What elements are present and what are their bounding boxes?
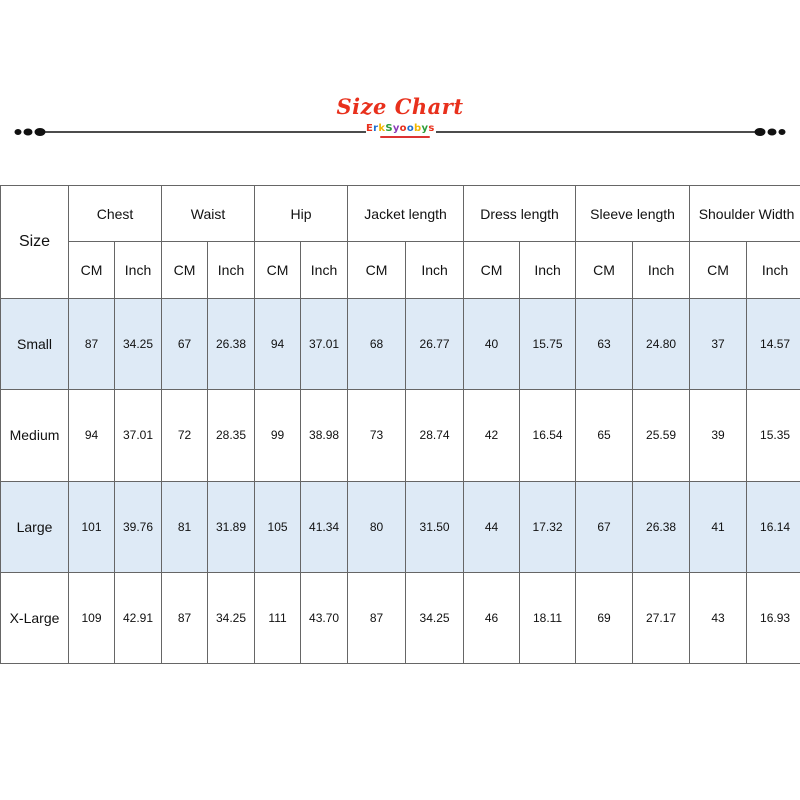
- unit-cm-header: CM: [162, 242, 208, 299]
- brand-logo-letter: y: [392, 123, 400, 134]
- size-label-cell: Small: [1, 299, 69, 390]
- unit-inch-header: Inch: [747, 242, 800, 299]
- measurement-cell: 15.35: [747, 390, 800, 481]
- size-chart-header: [0, 92, 800, 152]
- brand-logo-underline: [380, 136, 430, 138]
- measure-group-header: Jacket length: [348, 186, 464, 242]
- measurement-cell: 94: [69, 390, 115, 481]
- measurement-cell: 27.17: [633, 572, 690, 663]
- measurement-cell: 109: [69, 572, 115, 663]
- size-column-header: Size: [1, 186, 69, 299]
- measurement-cell: 17.32: [520, 481, 576, 572]
- brand-logo-letter: o: [399, 123, 407, 134]
- measurement-cell: 37: [690, 299, 747, 390]
- measurement-cell: 34.25: [208, 572, 255, 663]
- measurement-cell: 26.38: [633, 481, 690, 572]
- measurement-cell: 65: [576, 390, 633, 481]
- measurement-cell: 16.93: [747, 572, 800, 663]
- measurement-cell: 26.38: [208, 299, 255, 390]
- measurement-cell: 87: [162, 572, 208, 663]
- measure-group-header: Dress length: [464, 186, 576, 242]
- page-title: Size Chart: [336, 94, 464, 119]
- measure-group-header: Sleeve length: [576, 186, 690, 242]
- measurement-cell: 99: [255, 390, 301, 481]
- measurement-cell: 101: [69, 481, 115, 572]
- size-label-cell: Large: [1, 481, 69, 572]
- measurement-cell: 42.91: [115, 572, 162, 663]
- measurement-cell: 111: [255, 572, 301, 663]
- unit-inch-header: Inch: [115, 242, 162, 299]
- measurement-cell: 16.54: [520, 390, 576, 481]
- measurement-cell: 39: [690, 390, 747, 481]
- measurement-cell: 24.80: [633, 299, 690, 390]
- brand-logo-letter: y: [421, 123, 429, 134]
- size-label-cell: Medium: [1, 390, 69, 481]
- measure-group-header: Chest: [69, 186, 162, 242]
- measurement-cell: 43: [690, 572, 747, 663]
- measurement-cell: 68: [348, 299, 406, 390]
- table-row: [1, 481, 800, 572]
- unit-cm-header: CM: [255, 242, 301, 299]
- measurement-cell: 105: [255, 481, 301, 572]
- measurement-cell: 46: [464, 572, 520, 663]
- group-header-row: [1, 186, 800, 242]
- unit-inch-header: Inch: [633, 242, 690, 299]
- measurement-cell: 63: [576, 299, 633, 390]
- measurement-cell: 41.34: [301, 481, 348, 572]
- brand-logo-text: [366, 123, 435, 134]
- table-row: [1, 299, 800, 390]
- size-label-cell: X-Large: [1, 572, 69, 663]
- measurement-cell: 15.75: [520, 299, 576, 390]
- brand-logo-letter: E: [366, 123, 374, 134]
- table-row: [1, 390, 800, 481]
- measurement-cell: 69: [576, 572, 633, 663]
- measurement-cell: 80: [348, 481, 406, 572]
- brand-logo-letter: s: [428, 123, 435, 134]
- measurement-cell: 42: [464, 390, 520, 481]
- measurement-cell: 16.14: [747, 481, 800, 572]
- table-row: [1, 572, 800, 663]
- measurement-cell: 28.35: [208, 390, 255, 481]
- unit-inch-header: Inch: [208, 242, 255, 299]
- unit-cm-header: CM: [69, 242, 115, 299]
- measurement-cell: 14.57: [747, 299, 800, 390]
- measurement-cell: 81: [162, 481, 208, 572]
- measurement-cell: 38.98: [301, 390, 348, 481]
- measurement-cell: 34.25: [115, 299, 162, 390]
- measurement-cell: 18.11: [520, 572, 576, 663]
- brand-logo-letter: S: [385, 123, 393, 134]
- measurement-cell: 67: [162, 299, 208, 390]
- unit-cm-header: CM: [690, 242, 747, 299]
- measurement-cell: 34.25: [406, 572, 464, 663]
- measurement-cell: 43.70: [301, 572, 348, 663]
- unit-inch-header: Inch: [406, 242, 464, 299]
- size-table-body: [1, 299, 800, 664]
- unit-header-row: [1, 242, 800, 299]
- measurement-cell: 31.50: [406, 481, 464, 572]
- brand-logo-letter: o: [406, 123, 415, 134]
- measure-group-header: Waist: [162, 186, 255, 242]
- measurement-cell: 40: [464, 299, 520, 390]
- brand-logo-letter: k: [378, 123, 386, 134]
- measurement-cell: 28.74: [406, 390, 464, 481]
- unit-cm-header: CM: [464, 242, 520, 299]
- measurement-cell: 31.89: [208, 481, 255, 572]
- measurement-cell: 37.01: [115, 390, 162, 481]
- measurement-cell: 41: [690, 481, 747, 572]
- measurement-cell: 94: [255, 299, 301, 390]
- size-chart-table: [0, 185, 800, 664]
- brand-logo-letter: r: [373, 123, 379, 134]
- unit-cm-header: CM: [348, 242, 406, 299]
- measurement-cell: 72: [162, 390, 208, 481]
- measure-group-header: Hip: [255, 186, 348, 242]
- brand-logo: [366, 122, 436, 144]
- unit-inch-header: Inch: [301, 242, 348, 299]
- measurement-cell: 39.76: [115, 481, 162, 572]
- measurement-cell: 87: [69, 299, 115, 390]
- measurement-cell: 37.01: [301, 299, 348, 390]
- measurement-cell: 26.77: [406, 299, 464, 390]
- measure-group-header: Shoulder Width: [690, 186, 800, 242]
- measurement-cell: 67: [576, 481, 633, 572]
- unit-inch-header: Inch: [520, 242, 576, 299]
- brand-logo-letter: b: [414, 123, 422, 134]
- measurement-cell: 73: [348, 390, 406, 481]
- measurement-cell: 25.59: [633, 390, 690, 481]
- measurement-cell: 44: [464, 481, 520, 572]
- measurement-cell: 87: [348, 572, 406, 663]
- unit-cm-header: CM: [576, 242, 633, 299]
